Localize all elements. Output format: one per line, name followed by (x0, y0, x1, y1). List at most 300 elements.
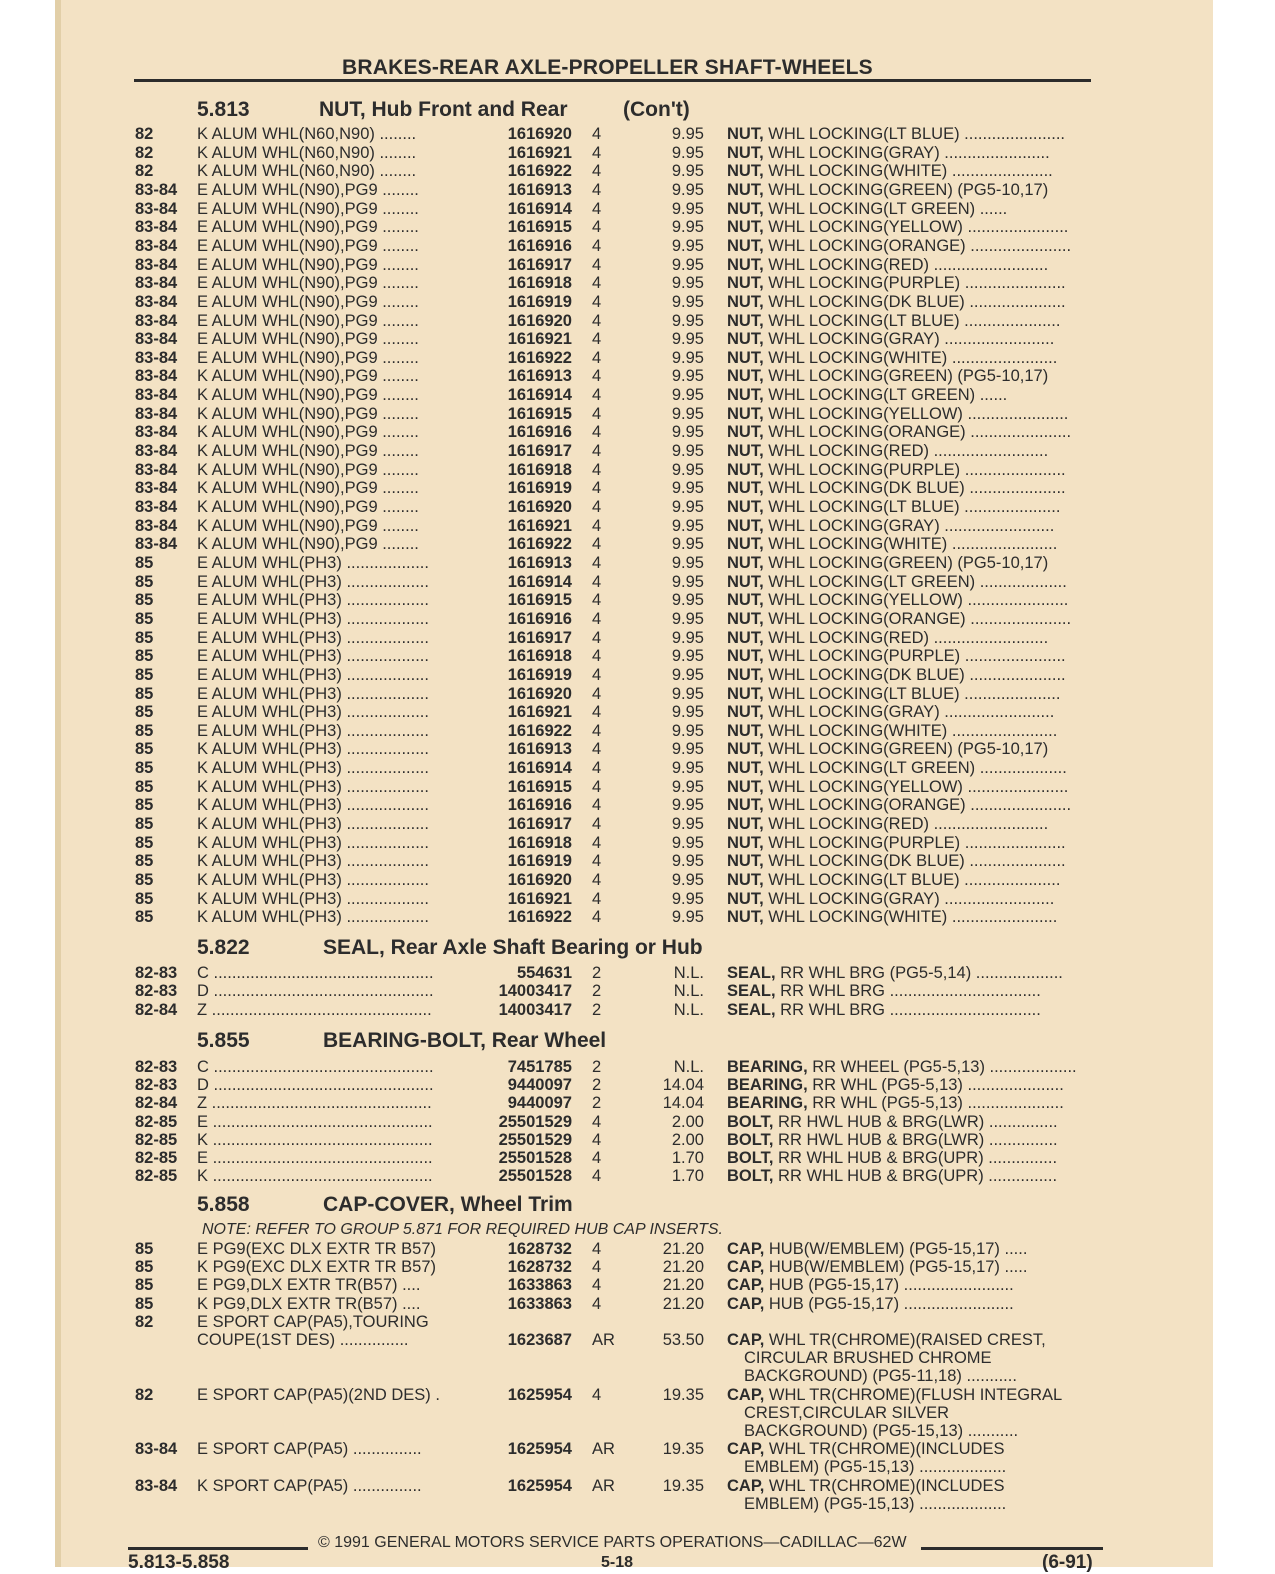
quantity: 2 (592, 1076, 602, 1095)
application-description: E ALUM WHL(PH3) .................. (197, 721, 429, 740)
price: 9.95 (671, 516, 704, 535)
part-name (727, 405, 1095, 424)
price: 21.20 (662, 1276, 704, 1295)
part-name-keyword: NUT, (727, 479, 764, 498)
quantity: 2 (592, 982, 602, 1001)
part-name (727, 274, 1095, 293)
application-description: K ALUM WHL(N90),PG9 ........ (197, 404, 419, 423)
quantity: 4 (592, 479, 602, 498)
part-row (0, 256, 1275, 275)
application-description: K PG9,DLX EXTR TR(B57) .... (197, 1294, 421, 1313)
part-name-keyword: NUT, (727, 311, 764, 330)
part-number: 1616914 (507, 572, 572, 591)
part-number: 1616913 (507, 553, 572, 572)
part-number: 1616915 (507, 591, 572, 610)
part-row (0, 125, 1275, 144)
part-row (0, 852, 1275, 871)
part-number: 1616922 (507, 348, 572, 367)
part-name-detail: WHL LOCKING(LT BLUE) ..................... (763, 498, 1061, 516)
price: 9.95 (671, 143, 704, 162)
model-years: 83-84 (135, 274, 178, 293)
part-row (0, 573, 1275, 592)
part-name (727, 144, 1095, 163)
part-name-detail: WHL LOCKING(PURPLE) ...................... (763, 274, 1066, 293)
price: 9.95 (671, 628, 704, 647)
part-name-keyword: NUT, (727, 180, 764, 199)
application-description: K SPORT CAP(PA5) ............... (197, 1476, 422, 1495)
part-row (0, 908, 1275, 927)
part-name (727, 312, 1095, 331)
application-description: K ALUM WHL(PH3) .................. (197, 871, 429, 889)
model-years: 82 (135, 1312, 154, 1331)
model-years: 83-84 (135, 292, 178, 311)
model-years: 85 (135, 684, 154, 703)
part-name-keyword: NUT, (727, 777, 764, 796)
part-name (727, 722, 1095, 741)
part-name (727, 908, 1095, 927)
part-number: 1616916 (507, 236, 572, 255)
model-years: 82 (135, 143, 154, 162)
model-years: 85 (135, 665, 154, 684)
model-years: 82-83 (135, 1076, 178, 1095)
quantity: 4 (592, 423, 602, 442)
model-years: 83-84 (135, 1476, 178, 1495)
application-description: E ALUM WHL(PH3) .................. (197, 572, 429, 591)
part-number: 1616921 (507, 889, 572, 908)
part-number: 1625954 (507, 1385, 572, 1404)
quantity: 4 (592, 442, 602, 461)
part-name-detail: WHL LOCKING(GRAY) ........................ (763, 330, 1055, 349)
price: 9.95 (671, 442, 704, 461)
application-description: E ALUM WHL(N90),PG9 ........ (197, 311, 419, 330)
part-row (0, 666, 1275, 685)
part-name-detail: RR WHL BRG (PG5-5,14) ................... (775, 964, 1063, 982)
part-row (0, 274, 1275, 293)
part-number: 1625954 (507, 1476, 572, 1495)
part-name-keyword: NUT, (727, 143, 764, 162)
price: 9.95 (671, 274, 704, 293)
quantity: 2 (592, 1094, 602, 1113)
part-name-detail: WHL LOCKING(YELLOW) ...................... (763, 777, 1069, 796)
application-description: K ................................................ (197, 1167, 433, 1186)
part-name (727, 759, 1095, 778)
price: 9.95 (671, 255, 704, 274)
part-name-detail: RR HWL HUB & BRG(LWR) ............... (773, 1112, 1058, 1131)
price: 9.95 (671, 125, 704, 143)
part-name-keyword: NUT, (727, 740, 764, 759)
quantity: 4 (592, 274, 602, 293)
part-description-continued: BACKGROUND) (PG5-15,13) ........... (744, 1422, 1019, 1440)
application-description: E ALUM WHL(PH3) .................. (197, 665, 429, 684)
part-row (0, 1386, 1275, 1405)
part-number: 1616920 (507, 311, 572, 330)
application-description: K ALUM WHL(PH3) .................. (197, 815, 429, 834)
application-description: K ALUM WHL(N60,N90) ........ (197, 162, 417, 181)
quantity: 4 (592, 609, 602, 628)
quantity: 4 (592, 833, 602, 852)
model-years: 83-84 (135, 516, 178, 535)
quantity: 4 (592, 871, 602, 889)
model-years: 85 (135, 908, 154, 927)
application-description: D ................................................ (197, 1076, 434, 1095)
part-number: 1623687 (507, 1331, 572, 1349)
part-name-keyword: NUT, (727, 125, 764, 143)
part-name (727, 591, 1095, 610)
section-continued-label: (Con't) (623, 98, 690, 121)
model-years: 85 (135, 1294, 154, 1313)
part-number: 1616920 (507, 871, 572, 889)
model-years: 85 (135, 1258, 154, 1277)
part-name-detail: WHL LOCKING(PURPLE) ...................... (763, 833, 1066, 852)
part-number: 25501529 (498, 1112, 572, 1131)
part-name-keyword: NUT, (727, 609, 764, 628)
part-name-detail: RR WHL BRG ................................. (775, 982, 1041, 1001)
part-name-keyword: NUT, (727, 908, 764, 927)
part-name-detail: WHL LOCKING(LT BLUE) ...................... (763, 125, 1066, 143)
part-number: 1628732 (507, 1258, 572, 1277)
part-number: 1616920 (507, 684, 572, 703)
model-years: 83-84 (135, 180, 178, 199)
model-years: 82-85 (135, 1130, 178, 1149)
price: 9.95 (671, 871, 704, 889)
price: 9.95 (671, 609, 704, 628)
part-row (0, 349, 1275, 368)
part-name-keyword: NUT, (727, 199, 764, 218)
part-number: 1616920 (507, 498, 572, 516)
part-number: 1616917 (507, 255, 572, 274)
part-name-keyword: NUT, (727, 292, 764, 311)
quantity: 4 (592, 796, 602, 815)
quantity: 4 (592, 815, 602, 834)
part-row (0, 554, 1275, 573)
part-name (727, 479, 1095, 498)
application-description: E ALUM WHL(N90),PG9 ........ (197, 218, 419, 237)
price: 21.20 (662, 1240, 704, 1258)
part-name-detail: WHL LOCKING(WHITE) ...................... (763, 162, 1053, 181)
price: 9.95 (671, 162, 704, 181)
part-name-detail: WHL LOCKING(LT BLUE) ..................... (763, 871, 1061, 889)
part-row (0, 1331, 1275, 1350)
quantity: 4 (592, 255, 602, 274)
price: 9.95 (671, 553, 704, 572)
part-name-keyword: NUT, (727, 348, 764, 367)
part-name-keyword: NUT, (727, 721, 764, 740)
price: 53.50 (662, 1331, 704, 1349)
part-name-detail: WHL LOCKING(GREEN) (PG5-10,17) (763, 367, 1049, 386)
part-number: 1633863 (507, 1294, 572, 1313)
price: 9.95 (671, 386, 704, 405)
section-number: 5.858 (197, 1193, 250, 1216)
part-row (0, 722, 1275, 741)
footer-rule-right (921, 1547, 1103, 1550)
part-name (727, 1386, 1095, 1405)
model-years: 85 (135, 609, 154, 628)
quantity: 4 (592, 236, 602, 255)
part-name-keyword: BOLT, (727, 1130, 774, 1149)
model-years: 83-84 (135, 311, 178, 330)
part-name-keyword: NUT, (727, 572, 764, 591)
model-years: 82-83 (135, 982, 178, 1001)
part-row (0, 1240, 1275, 1259)
part-number: 1616922 (507, 535, 572, 554)
part-row (0, 759, 1275, 778)
part-row (0, 1001, 1275, 1020)
part-row (0, 1131, 1275, 1150)
part-name-keyword: NUT, (727, 553, 764, 572)
part-name-keyword: NUT, (727, 367, 764, 386)
part-row (0, 200, 1275, 219)
part-name-detail: RR WHL BRG ................................. (775, 1000, 1041, 1019)
part-number: 1616915 (507, 777, 572, 796)
part-name (727, 162, 1095, 181)
model-years: 85 (135, 628, 154, 647)
price: 9.95 (671, 367, 704, 386)
application-description: E ALUM WHL(N90),PG9 ........ (197, 292, 419, 311)
quantity: 4 (592, 777, 602, 796)
part-name-detail: WHL LOCKING(LT GREEN) ...... (763, 199, 1008, 218)
application-description: K ALUM WHL(PH3) .................. (197, 796, 429, 815)
model-years: 83-84 (135, 199, 178, 218)
part-row (0, 815, 1275, 834)
part-name-keyword: NUT, (727, 796, 764, 815)
part-name-detail: HUB (PG5-15,17) ........................ (764, 1294, 1014, 1313)
part-number: 9440097 (507, 1076, 572, 1095)
quantity: 4 (592, 143, 602, 162)
price: 9.95 (671, 236, 704, 255)
part-row (0, 703, 1275, 722)
section-heading (197, 1029, 1097, 1055)
part-row (0, 442, 1275, 461)
part-name (727, 871, 1095, 890)
part-row (0, 312, 1275, 331)
model-years: 83-84 (135, 236, 178, 255)
part-name-detail: WHL LOCKING(ORANGE) ...................... (763, 609, 1072, 628)
quantity: AR (592, 1440, 615, 1459)
part-number: 1616913 (507, 740, 572, 759)
quantity: AR (592, 1331, 615, 1349)
model-years: 82 (135, 162, 154, 181)
part-name (727, 1440, 1095, 1459)
part-name (727, 685, 1095, 704)
quantity: 4 (592, 1240, 602, 1258)
part-description-continued: CREST,CIRCULAR SILVER (744, 1403, 950, 1422)
part-row (0, 1313, 1275, 1332)
section-heading (197, 1193, 1097, 1219)
quantity: 4 (592, 703, 602, 722)
part-row (0, 1477, 1275, 1496)
part-name-keyword: BOLT, (727, 1149, 774, 1167)
part-name (727, 1331, 1095, 1350)
application-description: K ALUM WHL(N90),PG9 ........ (197, 516, 419, 535)
price: 9.95 (671, 479, 704, 498)
model-years: 85 (135, 647, 154, 666)
part-name-detail: WHL LOCKING(RED) ......................... (763, 255, 1049, 274)
part-name-keyword: NUT, (727, 852, 764, 871)
model-years: 83-84 (135, 535, 178, 554)
model-years: 85 (135, 703, 154, 722)
application-description: E ALUM WHL(N90),PG9 ........ (197, 330, 419, 349)
part-name (727, 349, 1095, 368)
section-number: 5.855 (197, 1029, 250, 1052)
price: 9.95 (671, 218, 704, 237)
quantity: 4 (592, 292, 602, 311)
part-name (727, 610, 1095, 629)
price: 9.95 (671, 591, 704, 610)
page-header-title: BRAKES-REAR AXLE-PROPELLER SHAFT-WHEELS (342, 56, 873, 79)
model-years: 85 (135, 1240, 154, 1258)
application-description: E ALUM WHL(PH3) .................. (197, 591, 429, 610)
part-name (727, 1240, 1095, 1259)
part-number: 9440097 (507, 1094, 572, 1113)
part-row (0, 367, 1275, 386)
price: 9.95 (671, 330, 704, 349)
part-name-detail: WHL LOCKING(ORANGE) ...................... (763, 236, 1072, 255)
part-row (0, 144, 1275, 163)
quantity: 4 (592, 647, 602, 666)
part-name (727, 815, 1095, 834)
price: 1.70 (671, 1149, 704, 1167)
application-description: E PG9(EXC DLX EXTR TR B57) (197, 1240, 437, 1258)
part-name (727, 982, 1095, 1001)
price: 21.20 (662, 1258, 704, 1277)
quantity: 4 (592, 367, 602, 386)
part-name (727, 796, 1095, 815)
part-number: 1616916 (507, 609, 572, 628)
part-name (727, 517, 1095, 536)
part-number: 1616922 (507, 908, 572, 927)
model-years: 82-83 (135, 1058, 178, 1076)
part-name-keyword: NUT, (727, 759, 764, 778)
part-number: 1616921 (507, 330, 572, 349)
part-name-detail: HUB(W/EMBLEM) (PG5-15,17) ..... (764, 1240, 1028, 1258)
price: 9.95 (671, 647, 704, 666)
part-name (727, 1113, 1095, 1132)
price: 9.95 (671, 684, 704, 703)
part-name (727, 1477, 1095, 1496)
part-row (0, 740, 1275, 759)
model-years: 85 (135, 852, 154, 871)
application-description: Z ................................................ (197, 1000, 432, 1019)
part-name-detail: WHL LOCKING(LT GREEN) ...... (763, 386, 1008, 405)
price: 19.35 (662, 1476, 704, 1495)
application-description: K ALUM WHL(PH3) .................. (197, 852, 429, 871)
application-description: E ALUM WHL(PH3) .................. (197, 628, 429, 647)
quantity: 4 (592, 572, 602, 591)
application-description: K ALUM WHL(N90),PG9 ........ (197, 386, 419, 405)
part-name-detail: WHL LOCKING(LT BLUE) ..................... (763, 311, 1061, 330)
part-name-keyword: NUT, (727, 535, 764, 554)
part-name-detail: RR WHL (PG5-5,13) ..................... (807, 1076, 1064, 1095)
part-name-detail: RR WHL HUB & BRG(UPR) ............... (773, 1167, 1058, 1186)
application-description: E ALUM WHL(N90),PG9 ........ (197, 199, 419, 218)
part-number: 1616917 (507, 628, 572, 647)
part-name-detail: WHL LOCKING(DK BLUE) ..................... (763, 292, 1066, 311)
part-name (727, 367, 1095, 386)
part-name (727, 703, 1095, 722)
part-number: 1616915 (507, 218, 572, 237)
application-description: K ALUM WHL(N60,N90) ........ (197, 143, 417, 162)
part-name-keyword: NUT, (727, 665, 764, 684)
part-row (0, 1076, 1275, 1095)
part-name (727, 778, 1095, 797)
price: 9.95 (671, 833, 704, 852)
part-name-detail: WHL LOCKING(WHITE) ....................... (763, 535, 1058, 554)
part-row (0, 479, 1275, 498)
model-years: 85 (135, 833, 154, 852)
footer-page-number: 5-18 (601, 1554, 634, 1571)
part-row (0, 1058, 1275, 1077)
part-name-detail: WHL LOCKING(WHITE) ....................... (763, 908, 1058, 927)
model-years: 85 (135, 553, 154, 572)
application-description: C ................................................ (197, 964, 434, 982)
model-years: 82 (135, 125, 154, 143)
part-number: 1616922 (507, 162, 572, 181)
part-name-keyword: NUT, (727, 889, 764, 908)
model-years: 85 (135, 871, 154, 889)
application-description: K ALUM WHL(N90),PG9 ........ (197, 479, 419, 498)
price: 9.95 (671, 721, 704, 740)
part-name-detail: WHL TR(CHROME)(FLUSH INTEGRAL (764, 1385, 1063, 1404)
part-number: 1616917 (507, 815, 572, 834)
part-row (0, 964, 1275, 983)
price: 9.95 (671, 889, 704, 908)
quantity: AR (592, 1476, 615, 1495)
section-heading (197, 936, 1097, 962)
quantity: 4 (592, 889, 602, 908)
part-name-detail: WHL LOCKING(GRAY) ........................ (763, 516, 1055, 535)
part-row (0, 405, 1275, 424)
part-name-detail: WHL LOCKING(RED) ......................... (763, 628, 1049, 647)
part-number: 1616914 (507, 759, 572, 778)
part-name (727, 1001, 1095, 1020)
application-description: E ALUM WHL(N90),PG9 ........ (197, 274, 419, 293)
model-years: 83-84 (135, 404, 178, 423)
part-description-continued: EMBLEM) (PG5-15,13) ................... (744, 1494, 1007, 1513)
application-description: COUPE(1ST DES) ............... (197, 1331, 409, 1349)
application-description: K ALUM WHL(PH3) .................. (197, 759, 429, 778)
model-years: 85 (135, 815, 154, 834)
application-description: K ALUM WHL(N90),PG9 ........ (197, 442, 419, 461)
part-name-keyword: NUT, (727, 386, 764, 405)
part-name (727, 1167, 1095, 1186)
section-heading (197, 98, 1097, 124)
part-name-detail: WHL LOCKING(YELLOW) ...................... (763, 218, 1069, 237)
application-description: K ALUM WHL(N60,N90) ........ (197, 125, 417, 143)
part-row (0, 834, 1275, 853)
part-name-keyword: NUT, (727, 833, 764, 852)
model-years: 85 (135, 740, 154, 759)
part-name-detail: HUB(W/EMBLEM) (PG5-15,17) ..... (764, 1258, 1028, 1277)
price: 21.20 (662, 1294, 704, 1313)
part-name (727, 1276, 1095, 1295)
part-name (727, 442, 1095, 461)
model-years: 82-83 (135, 964, 178, 982)
part-name-detail: WHL LOCKING(PURPLE) ...................... (763, 647, 1066, 666)
part-row (0, 1094, 1275, 1113)
part-name (727, 218, 1095, 237)
price: 9.95 (671, 311, 704, 330)
part-name (727, 890, 1095, 909)
part-name (727, 423, 1095, 442)
price: 1.70 (671, 1167, 704, 1186)
model-years: 83-84 (135, 460, 178, 479)
quantity: 4 (592, 628, 602, 647)
part-number: 1616919 (507, 292, 572, 311)
part-name (727, 181, 1095, 200)
part-number: 554631 (516, 964, 572, 982)
part-number: 1616918 (507, 647, 572, 666)
part-name-keyword: BEARING, (727, 1058, 808, 1076)
